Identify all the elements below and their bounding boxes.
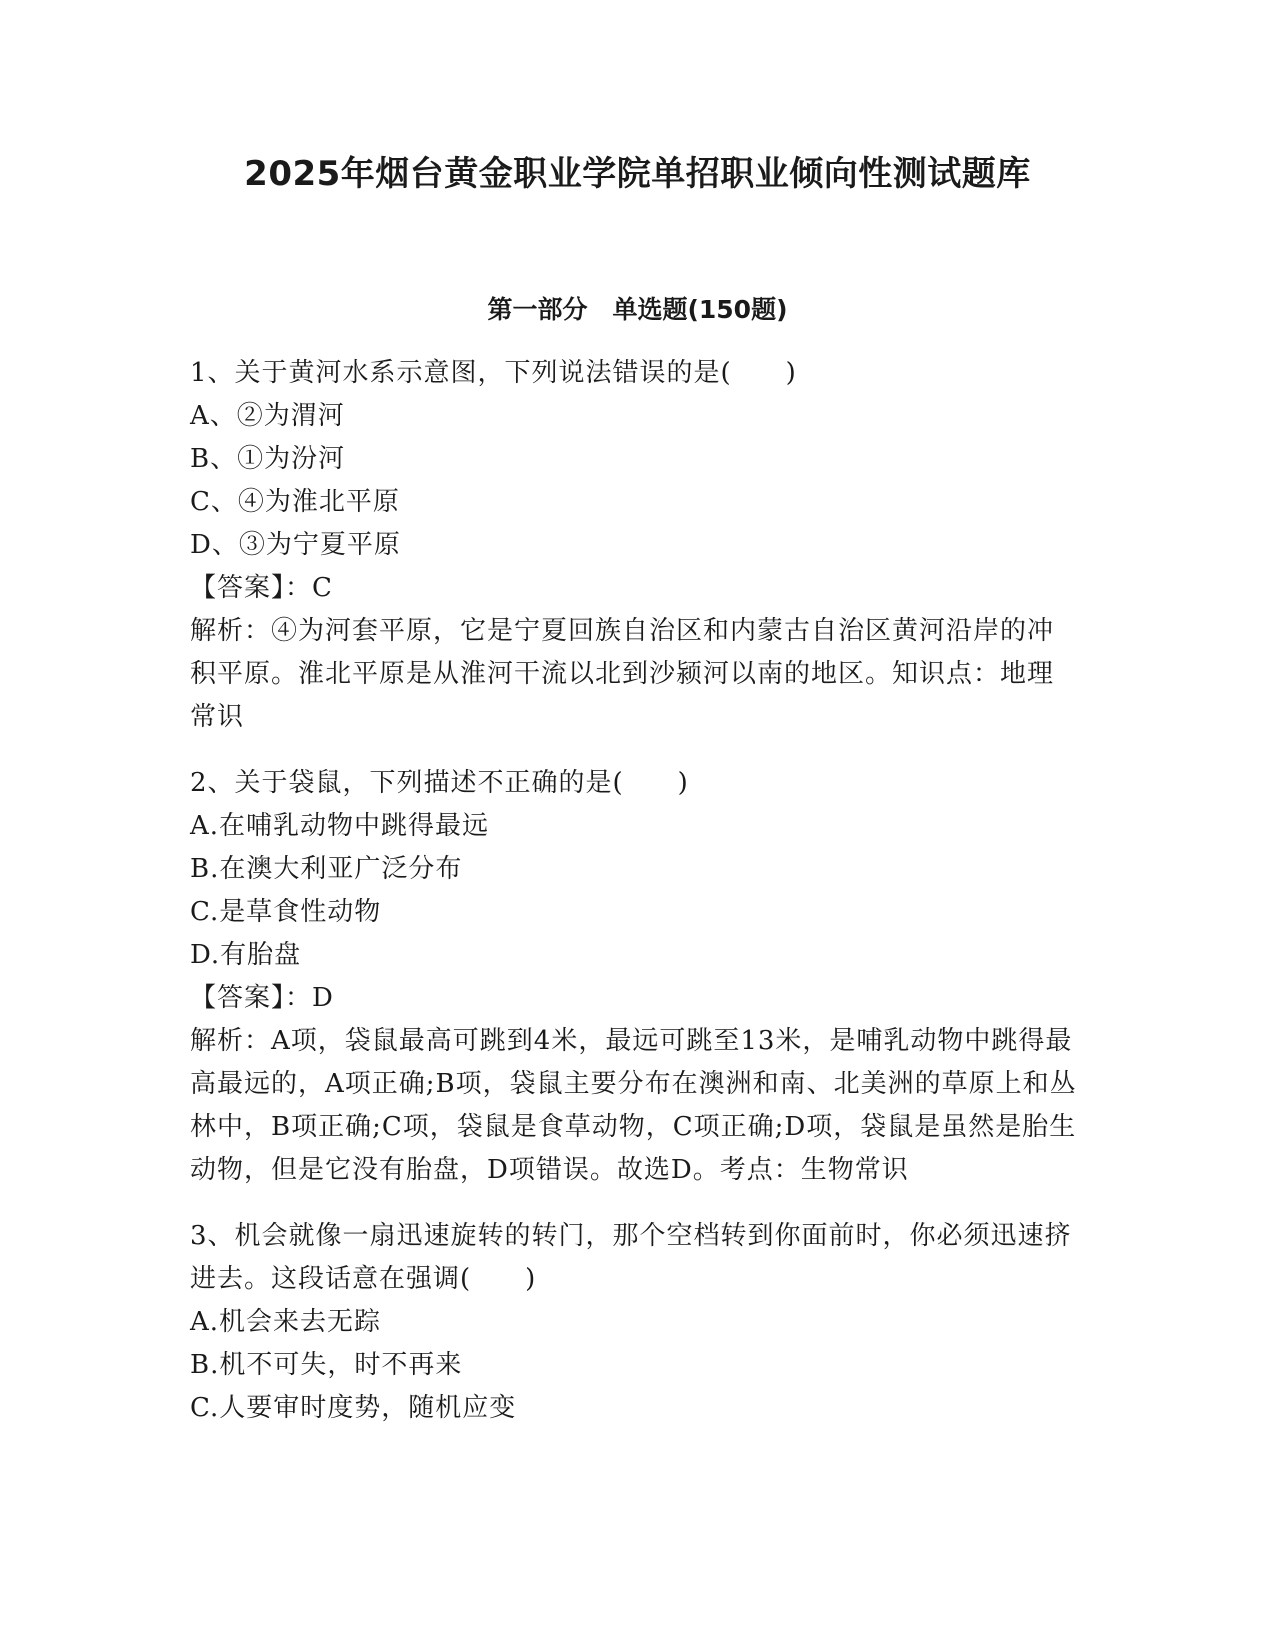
option-c: C.人要审时度势，随机应变 bbox=[190, 1393, 517, 1423]
question-3 bbox=[190, 1215, 1080, 1430]
option-b: B.在澳大利亚广泛分布 bbox=[190, 854, 463, 884]
option-a: A.机会来去无踪 bbox=[190, 1307, 382, 1337]
answer-analysis: 解析：④为河套平原，它是宁夏回族自治区和内蒙古自治区黄河沿岸的冲积平原。淮北平原是从淮河干流以北到沙颍河以南的地区。知识点：地理常识 bbox=[190, 616, 1055, 732]
question-stem: 2、关于袋鼠，下列描述不正确的是( ) bbox=[190, 768, 689, 798]
question-stem: 1、关于黄河水系示意图，下列说法错误的是( ) bbox=[190, 358, 797, 388]
option-c: C.是草食性动物 bbox=[190, 897, 382, 927]
answer-label: 【答案】： bbox=[190, 573, 313, 603]
question-1 bbox=[190, 352, 1080, 739]
answer-line bbox=[190, 567, 1080, 610]
option-d: D、③为宁夏平原 bbox=[190, 530, 401, 560]
option-b: B、①为汾河 bbox=[190, 444, 346, 474]
answer-value: C bbox=[312, 573, 333, 603]
question-2 bbox=[190, 762, 1080, 1192]
question-stem: 3、机会就像一扇迅速旋转的转门，那个空档转到你面前时，你必须迅速挤进去。这段话意在强调( ) bbox=[190, 1221, 1072, 1294]
question-list bbox=[190, 352, 1080, 1430]
answer-label: 【答案】： bbox=[190, 983, 313, 1013]
option-a: A.在哺乳动物中跳得最远 bbox=[190, 811, 490, 841]
option-c: C、④为淮北平原 bbox=[190, 487, 400, 517]
option-b: B.机不可失，时不再来 bbox=[190, 1350, 463, 1380]
answer-value: D bbox=[312, 983, 334, 1013]
option-d: D.有胎盘 bbox=[190, 940, 302, 970]
document-title: 2025年烟台黄金职业学院单招职业倾向性测试题库 bbox=[244, 154, 1031, 194]
answer-line bbox=[190, 977, 1080, 1020]
option-a: A、②为渭河 bbox=[190, 401, 345, 431]
section-title: 第一部分 单选题(150题) bbox=[487, 295, 788, 324]
answer-analysis: 解析：A项，袋鼠最高可跳到4米，最远可跳至13米，是哺乳动物中跳得最高最远的，A项正确;B项，袋鼠主要分布在澳洲和南、北美洲的草原上和丛林中，B项正确;C项，袋鼠是食草动物，C项正确;D项，袋鼠是虽然是胎生动物，但是它没有胎盘，D项错误。故选D。考点：生物常识 bbox=[190, 1026, 1077, 1185]
